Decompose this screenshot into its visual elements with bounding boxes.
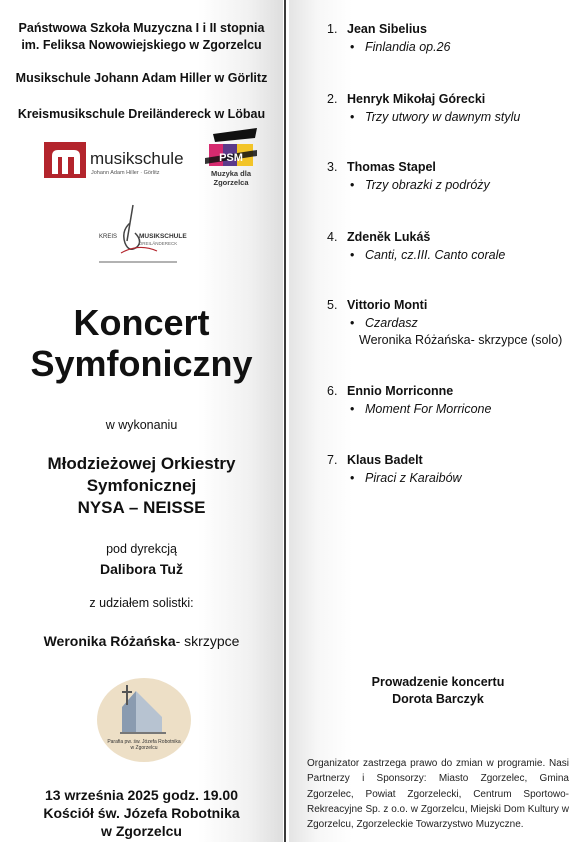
program-item xyxy=(327,453,462,485)
psm-caption-1: Muzyka dla xyxy=(210,169,252,178)
psm-caption-2: Zgorzelca xyxy=(213,178,249,187)
conductor-label: pod dyrekcją xyxy=(106,542,177,556)
school-line-1: Państwowa Szkoła Muzyczna I i II stopnia xyxy=(18,21,265,35)
program-item xyxy=(327,160,490,192)
title-line-1: Koncert xyxy=(73,302,210,343)
soloist-line xyxy=(0,633,283,649)
kreismusikschule-logo xyxy=(99,203,187,263)
soloist-name: Weronika Różańska xyxy=(43,633,176,649)
program-work: • Czardasz xyxy=(365,316,418,330)
church-logo xyxy=(96,677,192,763)
event-date-time: 13 września 2025 godz. 19.00 xyxy=(45,787,238,803)
soloist-instrument: - skrzypce xyxy=(175,633,240,649)
page-fold-line xyxy=(284,0,286,842)
orchestra-line-2: Symfonicznej xyxy=(86,476,197,495)
organizer-note: Organizator zastrzega prawo do zmian w programie. Nasi Partnerzy i Sponsorzy: Miasto Zgorzelec, Gmina Zgorzelec, Powiat Zgorzelecki, Centrum Sportowo-Rekreacyjne Sp. z o.o. w Zgorzelcu, Miejski Dom Kultury w Zgorzelcu, Zgorzeleckie Towarzystwo Muzyczne. xyxy=(307,758,569,831)
concert-host xyxy=(300,674,576,708)
program-soloist-note: Weronika Różańska- skrzypce (solo) xyxy=(359,333,563,347)
school-line-2: im. Feliksa Nowowiejskiego w Zgorzelcu xyxy=(21,38,262,52)
psm-logo-letters: PSM xyxy=(219,152,243,164)
program-item-number: 7. xyxy=(327,453,338,467)
program-item-number: 3. xyxy=(327,160,338,174)
psm-logo xyxy=(203,128,259,188)
host-label: Prowadzenie koncertu xyxy=(371,675,505,689)
program-work: • Trzy obrazki z podróży xyxy=(365,178,490,192)
orchestra-line-1: Młodzieżowej Orkiestry xyxy=(47,454,236,473)
kreis-logo-sub: DREILÄNDERECK xyxy=(139,241,178,246)
musikschule-logo-name: musikschule xyxy=(90,149,184,168)
program-item xyxy=(327,298,563,347)
school-name-psm xyxy=(0,20,283,54)
musikschule-logo-sub: Johann Adam Hiller · Görlitz xyxy=(91,170,160,176)
right-page xyxy=(289,0,576,842)
performed-by-label: w wykonaniu xyxy=(105,418,178,432)
kreis-logo-right: MUSIKSCHULE xyxy=(139,233,187,240)
program-composer: Klaus Badelt xyxy=(347,453,423,467)
conductor-name: Dalibora Tuž xyxy=(100,561,183,577)
event-details xyxy=(0,786,283,840)
concert-title xyxy=(0,302,283,384)
program-item xyxy=(327,22,451,54)
event-venue-1: Kościół św. Józefa Robotnika xyxy=(43,805,240,821)
program-work: • Canti, cz.III. Canto corale xyxy=(365,248,505,262)
program-item-number: 6. xyxy=(327,384,338,398)
program-item-number: 1. xyxy=(327,22,338,36)
host-name: Dorota Barczyk xyxy=(392,692,484,706)
program-composer: Zdeněk Lukáš xyxy=(347,230,431,244)
soloist-label: z udziałem solistki: xyxy=(89,596,194,610)
school-name-kreis: Kreismusikschule Dreiländereck w Löbau xyxy=(17,107,266,121)
program-item xyxy=(327,384,492,416)
program-work: • Trzy utwory w dawnym stylu xyxy=(365,110,520,124)
program-work: • Moment For Morricone xyxy=(365,402,491,416)
event-venue-2: w Zgorzelcu xyxy=(101,823,182,839)
program-item-number: 2. xyxy=(327,92,338,106)
program-work: • Finlandia op.26 xyxy=(365,40,450,54)
musikschule-logo xyxy=(44,140,184,180)
school-name-hiller: Musikschule Johann Adam Hiller w Görlitz xyxy=(15,71,268,85)
program-composer: Henryk Mikołaj Górecki xyxy=(347,92,486,106)
church-caption-2: w Zgorzelcu xyxy=(130,745,158,751)
orchestra-name xyxy=(0,453,283,519)
program-composer: Jean Sibelius xyxy=(347,22,427,36)
program-item xyxy=(327,92,521,124)
program-item xyxy=(327,230,506,262)
program-composer: Vittorio Monti xyxy=(347,298,428,312)
orchestra-line-3: NYSA – NEISSE xyxy=(77,498,206,517)
church-caption-1: Parafia pw. św. Józefa Robotnika xyxy=(107,739,181,745)
program-work: • Piraci z Karaibów xyxy=(365,471,462,485)
title-line-2: Symfoniczny xyxy=(30,343,253,384)
kreis-logo-left: KREIS xyxy=(99,234,118,240)
program-item-number: 5. xyxy=(327,298,338,312)
program-item-number: 4. xyxy=(327,230,338,244)
program-composer: Thomas Stapel xyxy=(347,160,436,174)
program-composer: Ennio Morriconne xyxy=(347,384,454,398)
